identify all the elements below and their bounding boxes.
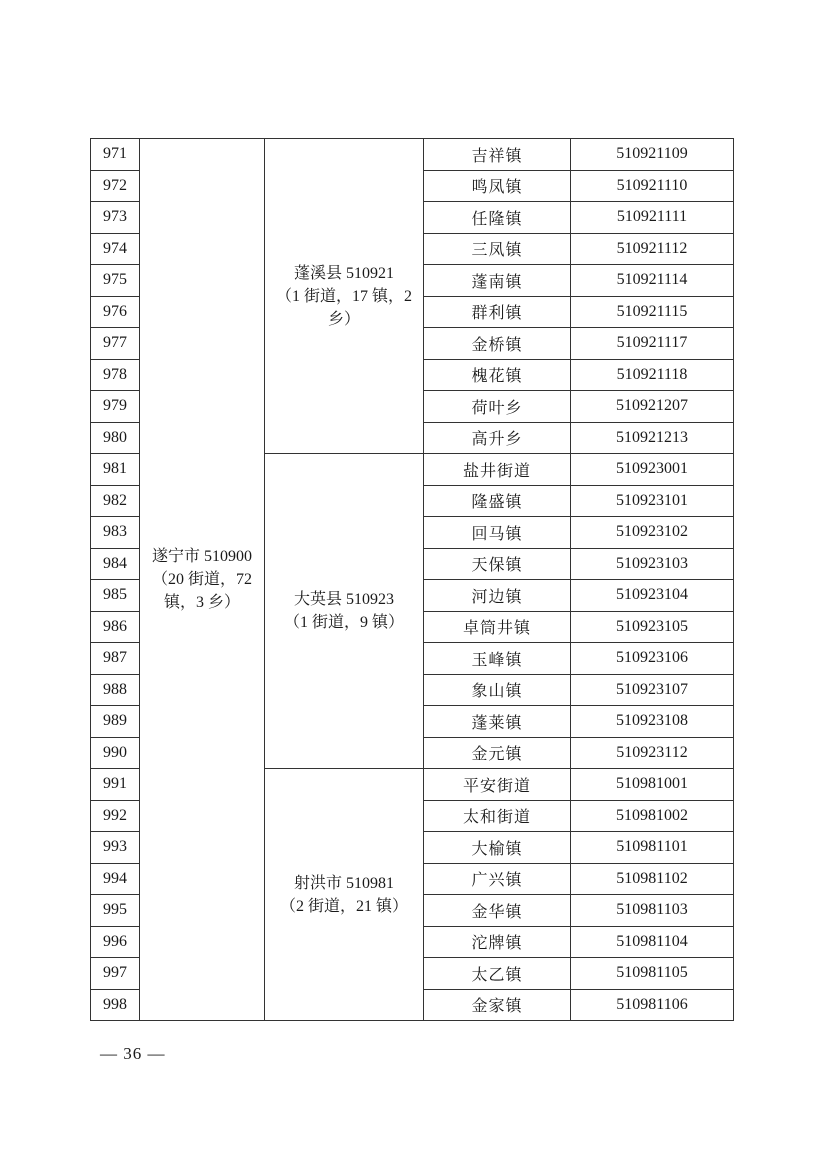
division-code: 510921112 — [571, 233, 734, 265]
town-name: 吉祥镇 — [424, 139, 571, 171]
town-name: 金元镇 — [424, 737, 571, 769]
town-name: 金桥镇 — [424, 328, 571, 360]
county-cell — [265, 454, 424, 769]
row-number: 977 — [91, 328, 140, 360]
city-counts: （20 街道，72 镇，3 乡） — [151, 571, 252, 611]
row-number: 975 — [91, 265, 140, 297]
town-name: 鸣凤镇 — [424, 170, 571, 202]
row-number: 974 — [91, 233, 140, 265]
row-number: 986 — [91, 611, 140, 643]
division-code: 510923103 — [571, 548, 734, 580]
division-code: 510921111 — [571, 202, 734, 234]
county-counts: （1 街道，9 镇） — [283, 614, 404, 631]
row-number: 985 — [91, 580, 140, 612]
division-code: 510923106 — [571, 643, 734, 675]
town-name: 太乙镇 — [424, 958, 571, 990]
division-code: 510981101 — [571, 832, 734, 864]
page-number: — 36 — — [100, 1044, 166, 1063]
row-number: 973 — [91, 202, 140, 234]
division-code: 510981106 — [571, 989, 734, 1021]
county-counts: （1 街道，17 镇，2 乡） — [275, 287, 412, 328]
row-number: 997 — [91, 958, 140, 990]
division-code: 510921115 — [571, 296, 734, 328]
division-code: 510923101 — [571, 485, 734, 517]
division-code-table — [90, 138, 734, 1021]
county-name: 射洪市 510981 — [293, 874, 394, 892]
town-name: 河边镇 — [424, 580, 571, 612]
row-number: 995 — [91, 895, 140, 927]
division-code: 510981001 — [571, 769, 734, 801]
row-number: 992 — [91, 800, 140, 832]
town-name: 群利镇 — [424, 296, 571, 328]
town-name: 广兴镇 — [424, 863, 571, 895]
division-code: 510921118 — [571, 359, 734, 391]
city-cell — [140, 139, 265, 1021]
county-name: 蓬溪县 510921 — [293, 264, 394, 282]
town-name: 天保镇 — [424, 548, 571, 580]
division-code: 510921109 — [571, 139, 734, 171]
row-number: 978 — [91, 359, 140, 391]
town-name: 荷叶乡 — [424, 391, 571, 423]
table-row — [91, 139, 734, 171]
row-number: 991 — [91, 769, 140, 801]
division-code: 510923107 — [571, 674, 734, 706]
division-code: 510923102 — [571, 517, 734, 549]
town-name: 高升乡 — [424, 422, 571, 454]
division-code: 510921207 — [571, 391, 734, 423]
town-name: 金家镇 — [424, 989, 571, 1021]
division-code: 510981002 — [571, 800, 734, 832]
row-number: 990 — [91, 737, 140, 769]
row-number: 984 — [91, 548, 140, 580]
division-code: 510923104 — [571, 580, 734, 612]
row-number: 987 — [91, 643, 140, 675]
town-name: 玉峰镇 — [424, 643, 571, 675]
row-number: 971 — [91, 139, 140, 171]
row-number: 983 — [91, 517, 140, 549]
division-code: 510921213 — [571, 422, 734, 454]
county-name: 大英县 510923 — [293, 591, 394, 608]
row-number: 989 — [91, 706, 140, 738]
county-counts: （2 街道，21 镇） — [279, 897, 408, 915]
town-name: 象山镇 — [424, 674, 571, 706]
town-name: 槐花镇 — [424, 359, 571, 391]
town-name: 隆盛镇 — [424, 485, 571, 517]
town-name: 蓬南镇 — [424, 265, 571, 297]
row-number: 994 — [91, 863, 140, 895]
row-number: 996 — [91, 926, 140, 958]
row-number: 988 — [91, 674, 140, 706]
county-cell — [265, 769, 424, 1021]
town-name: 沱牌镇 — [424, 926, 571, 958]
division-code: 510921114 — [571, 265, 734, 297]
row-number: 979 — [91, 391, 140, 423]
town-name: 金华镇 — [424, 895, 571, 927]
table-body — [91, 139, 734, 1021]
row-number: 976 — [91, 296, 140, 328]
row-number: 972 — [91, 170, 140, 202]
county-cell — [265, 139, 424, 454]
town-name: 平安街道 — [424, 769, 571, 801]
division-code: 510981102 — [571, 863, 734, 895]
division-code: 510923001 — [571, 454, 734, 486]
division-code: 510981103 — [571, 895, 734, 927]
town-name: 蓬莱镇 — [424, 706, 571, 738]
row-number: 982 — [91, 485, 140, 517]
division-code: 510921117 — [571, 328, 734, 360]
row-number: 980 — [91, 422, 140, 454]
town-name: 太和街道 — [424, 800, 571, 832]
town-name: 盐井街道 — [424, 454, 571, 486]
town-name: 卓筒井镇 — [424, 611, 571, 643]
division-code: 510981105 — [571, 958, 734, 990]
row-number: 981 — [91, 454, 140, 486]
division-code: 510921110 — [571, 170, 734, 202]
row-number: 998 — [91, 989, 140, 1021]
division-code: 510923105 — [571, 611, 734, 643]
town-name: 回马镇 — [424, 517, 571, 549]
city-name: 遂宁市 510900 — [151, 548, 252, 565]
division-code: 510981104 — [571, 926, 734, 958]
row-number: 993 — [91, 832, 140, 864]
town-name: 任隆镇 — [424, 202, 571, 234]
town-name: 大榆镇 — [424, 832, 571, 864]
town-name: 三凤镇 — [424, 233, 571, 265]
division-code: 510923108 — [571, 706, 734, 738]
division-code: 510923112 — [571, 737, 734, 769]
